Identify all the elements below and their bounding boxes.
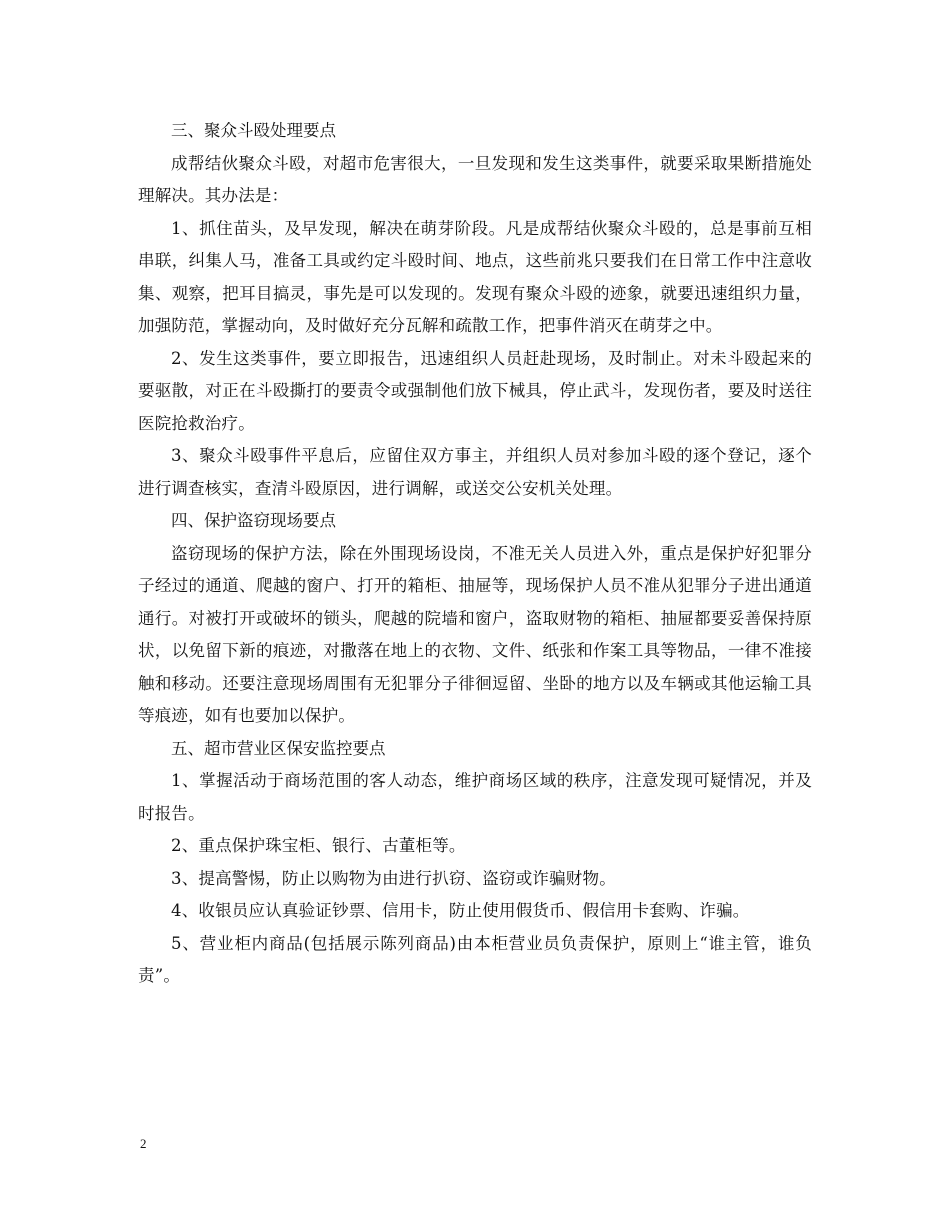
paragraph-item-2: 2、发生这类事件，要立即报告，迅速组织人员赶赴现场，及时制止。对未斗殴起来的要驱散，对正在斗殴撕打的要责令或强制他们放下械具，停止武斗，发现伤者，要及时送往医院抢救治疗。 xyxy=(138,348,812,433)
paragraph-theft-scene: 盗窃现场的保护方法，除在外围现场设岗，不准无关人员进入外，重点是保护好犯罪分子经过的通道、爬越的窗户、打开的箱柜、抽屉等，现场保护人员不准从犯罪分子进出通道通行。对被打开或破坏的锁头，爬越的院墙和窗户，盗取财物的箱柜、抽屉都要妥善保持原状，以免留下新的痕迹，对撒落在地上的衣物、文件、纸张和作案工具等物品，一律不准接触和移动。还要注意现场周围有无犯罪分子徘徊逗留、坐卧的地方以及车辆或其他运输工具等痕迹，如有也要加以保护。 xyxy=(138,543,812,725)
paragraph-monitor-2: 2、重点保护珠宝柜、银行、古董柜等。 xyxy=(171,836,466,855)
paragraph-item-1: 1、抓住苗头，及早发现，解决在萌芽阶段。凡是成帮结伙聚众斗殴的，总是事前互相串联，纠集人马，准备工具或约定斗殴时间、地点，这些前兆只要我们在日常工作中注意收集、观察，把耳目搞灵，事先是可以发现的。发现有聚众斗殴的迹象，就要迅速组织力量，加强防范，掌握动向，及时做好充分瓦解和疏散工作，把事件消灭在萌芽之中。 xyxy=(138,218,812,335)
paragraph-monitor-5: 5、营业柜内商品(包括展示陈列商品)由本柜营业员负责保护，原则上“谁主管，谁负责”。 xyxy=(138,933,812,985)
page-number: 2 xyxy=(140,1136,147,1151)
paragraph-monitor-4: 4、收银员应认真验证钞票、信用卡，防止使用假货币、假信用卡套购、诈骗。 xyxy=(171,901,750,920)
paragraph-item-3: 3、聚众斗殴事件平息后，应留住双方事主，并组织人员对参加斗殴的逐个登记，逐个进行调查核实，查清斗殴原因，进行调解，或送交公安机关处理。 xyxy=(138,446,812,498)
section-heading-3: 三、聚众斗殴处理要点 xyxy=(171,121,336,140)
section-heading-4: 四、保护盗窃现场要点 xyxy=(171,511,336,530)
paragraph-monitor-3: 3、提高警惕，防止以购物为由进行扒窃、盗窃或诈骗财物。 xyxy=(171,868,616,888)
paragraph-intro: 成帮结伙聚众斗殴，对超市危害很大，一旦发现和发生这类事件，就要采取果断措施处理解决。其办法是： xyxy=(138,153,812,205)
document-body xyxy=(138,115,812,993)
section-heading-5: 五、超市营业区保安监控要点 xyxy=(171,738,386,758)
paragraph-monitor-1: 1、掌握活动于商场范围的客人动态，维护商场区域的秩序，注意发现可疑情况，并及时报告。 xyxy=(138,771,812,823)
